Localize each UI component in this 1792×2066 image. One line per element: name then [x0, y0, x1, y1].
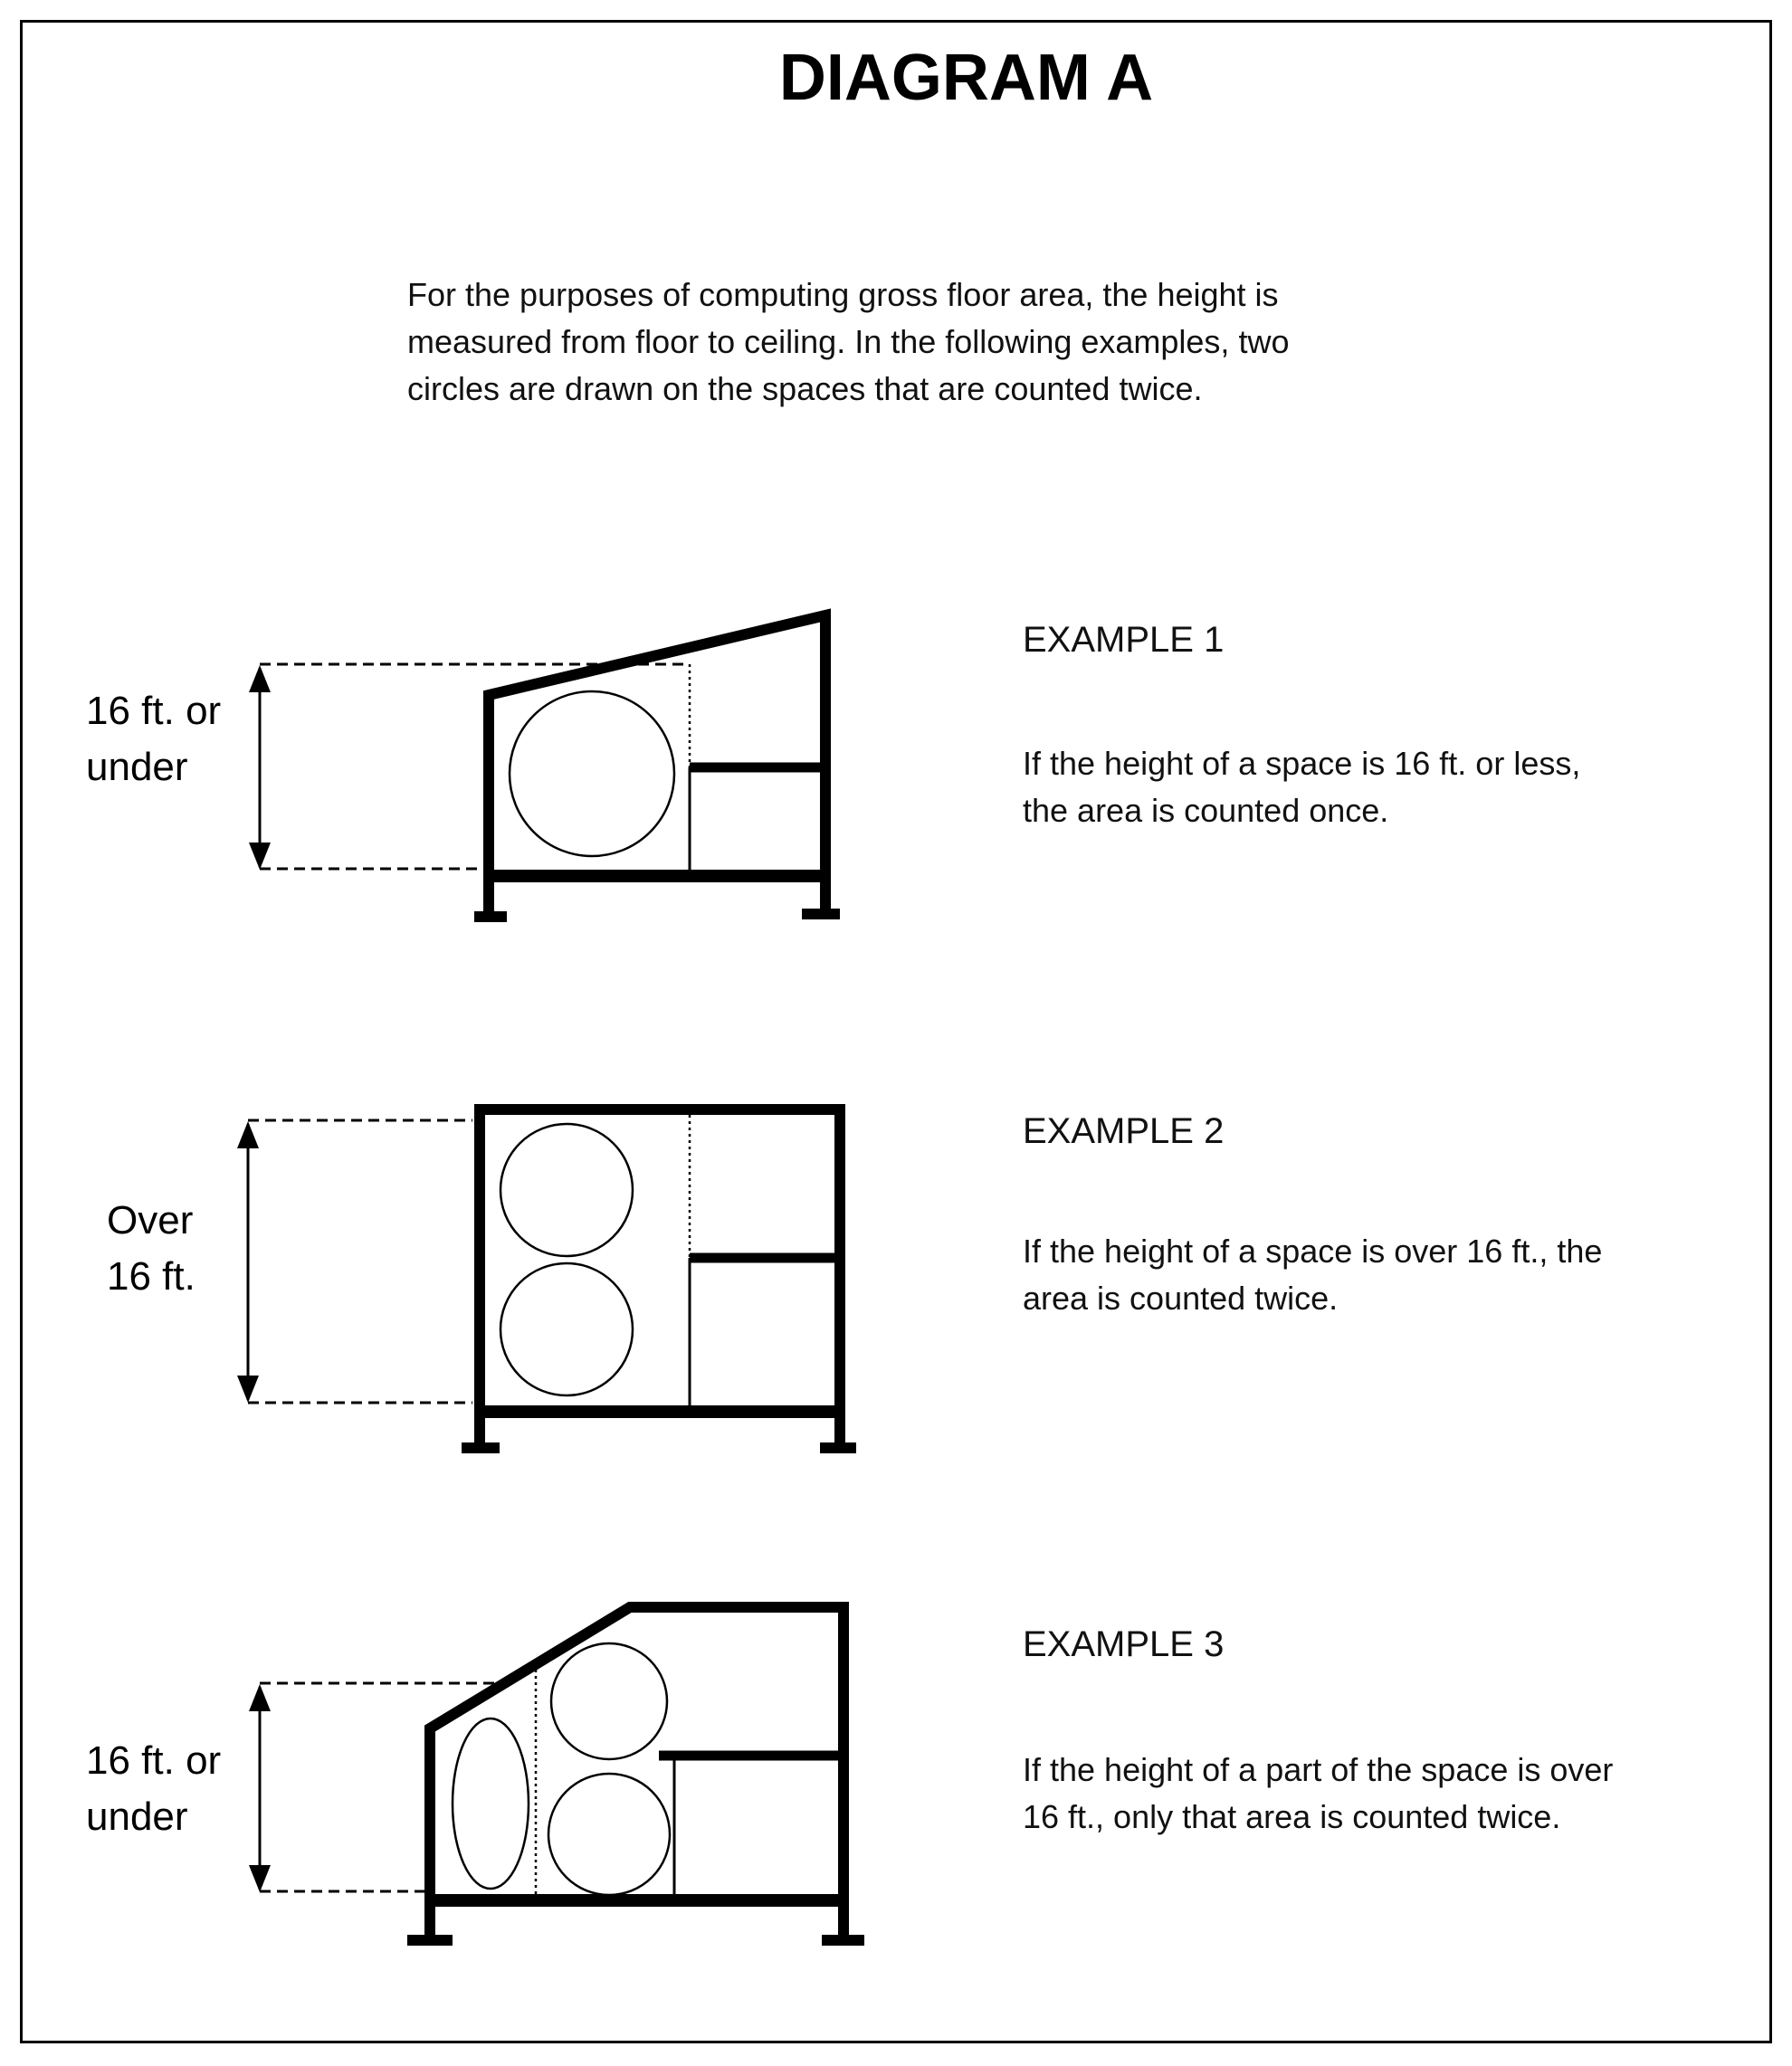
- intro-line: circles are drawn on the spaces that are counted twice.: [407, 370, 1203, 407]
- counted-twice-circle: [500, 1263, 633, 1395]
- intro-line: measured from floor to ceiling. In the following examples, two: [407, 323, 1290, 360]
- dimension-label-line: 16 ft. or: [86, 1738, 222, 1783]
- example-2-title: EXAMPLE 2: [1023, 1111, 1225, 1151]
- intro-line: For the purposes of computing gross floor area, the height is: [407, 276, 1279, 313]
- counted-twice-circle: [500, 1124, 633, 1256]
- dimension-label-line: 16 ft. or: [86, 689, 222, 733]
- counted-once-ellipse: [453, 1718, 529, 1889]
- example-1-description-line: If the height of a space is 16 ft. or less,: [1023, 745, 1581, 782]
- example-2-description-line: area is counted twice.: [1023, 1280, 1339, 1317]
- example-3-description-line: 16 ft., only that area is counted twice.: [1023, 1798, 1561, 1835]
- dimension-label-line: under: [86, 745, 188, 789]
- dimension-label-line: under: [86, 1795, 188, 1839]
- counted-once-circle: [510, 691, 674, 856]
- example-1-building: [260, 615, 840, 919]
- example-2-description-line: If the height of a space is over 16 ft., the: [1023, 1233, 1603, 1270]
- example-3-title: EXAMPLE 3: [1023, 1624, 1225, 1664]
- example-3-building: [260, 1607, 864, 1942]
- diagram-title: DIAGRAM A: [778, 42, 1154, 114]
- example-1-title: EXAMPLE 1: [1023, 620, 1225, 660]
- dimension-label-line: Over: [107, 1198, 194, 1242]
- counted-twice-circle: [551, 1643, 667, 1759]
- dimension-label-line: 16 ft.: [107, 1254, 195, 1299]
- example-1-description-line: the area is counted once.: [1023, 792, 1389, 829]
- example-3-description-line: If the height of a part of the space is over: [1023, 1751, 1614, 1788]
- counted-twice-circle: [548, 1774, 670, 1895]
- example-2-building: [248, 1109, 856, 1450]
